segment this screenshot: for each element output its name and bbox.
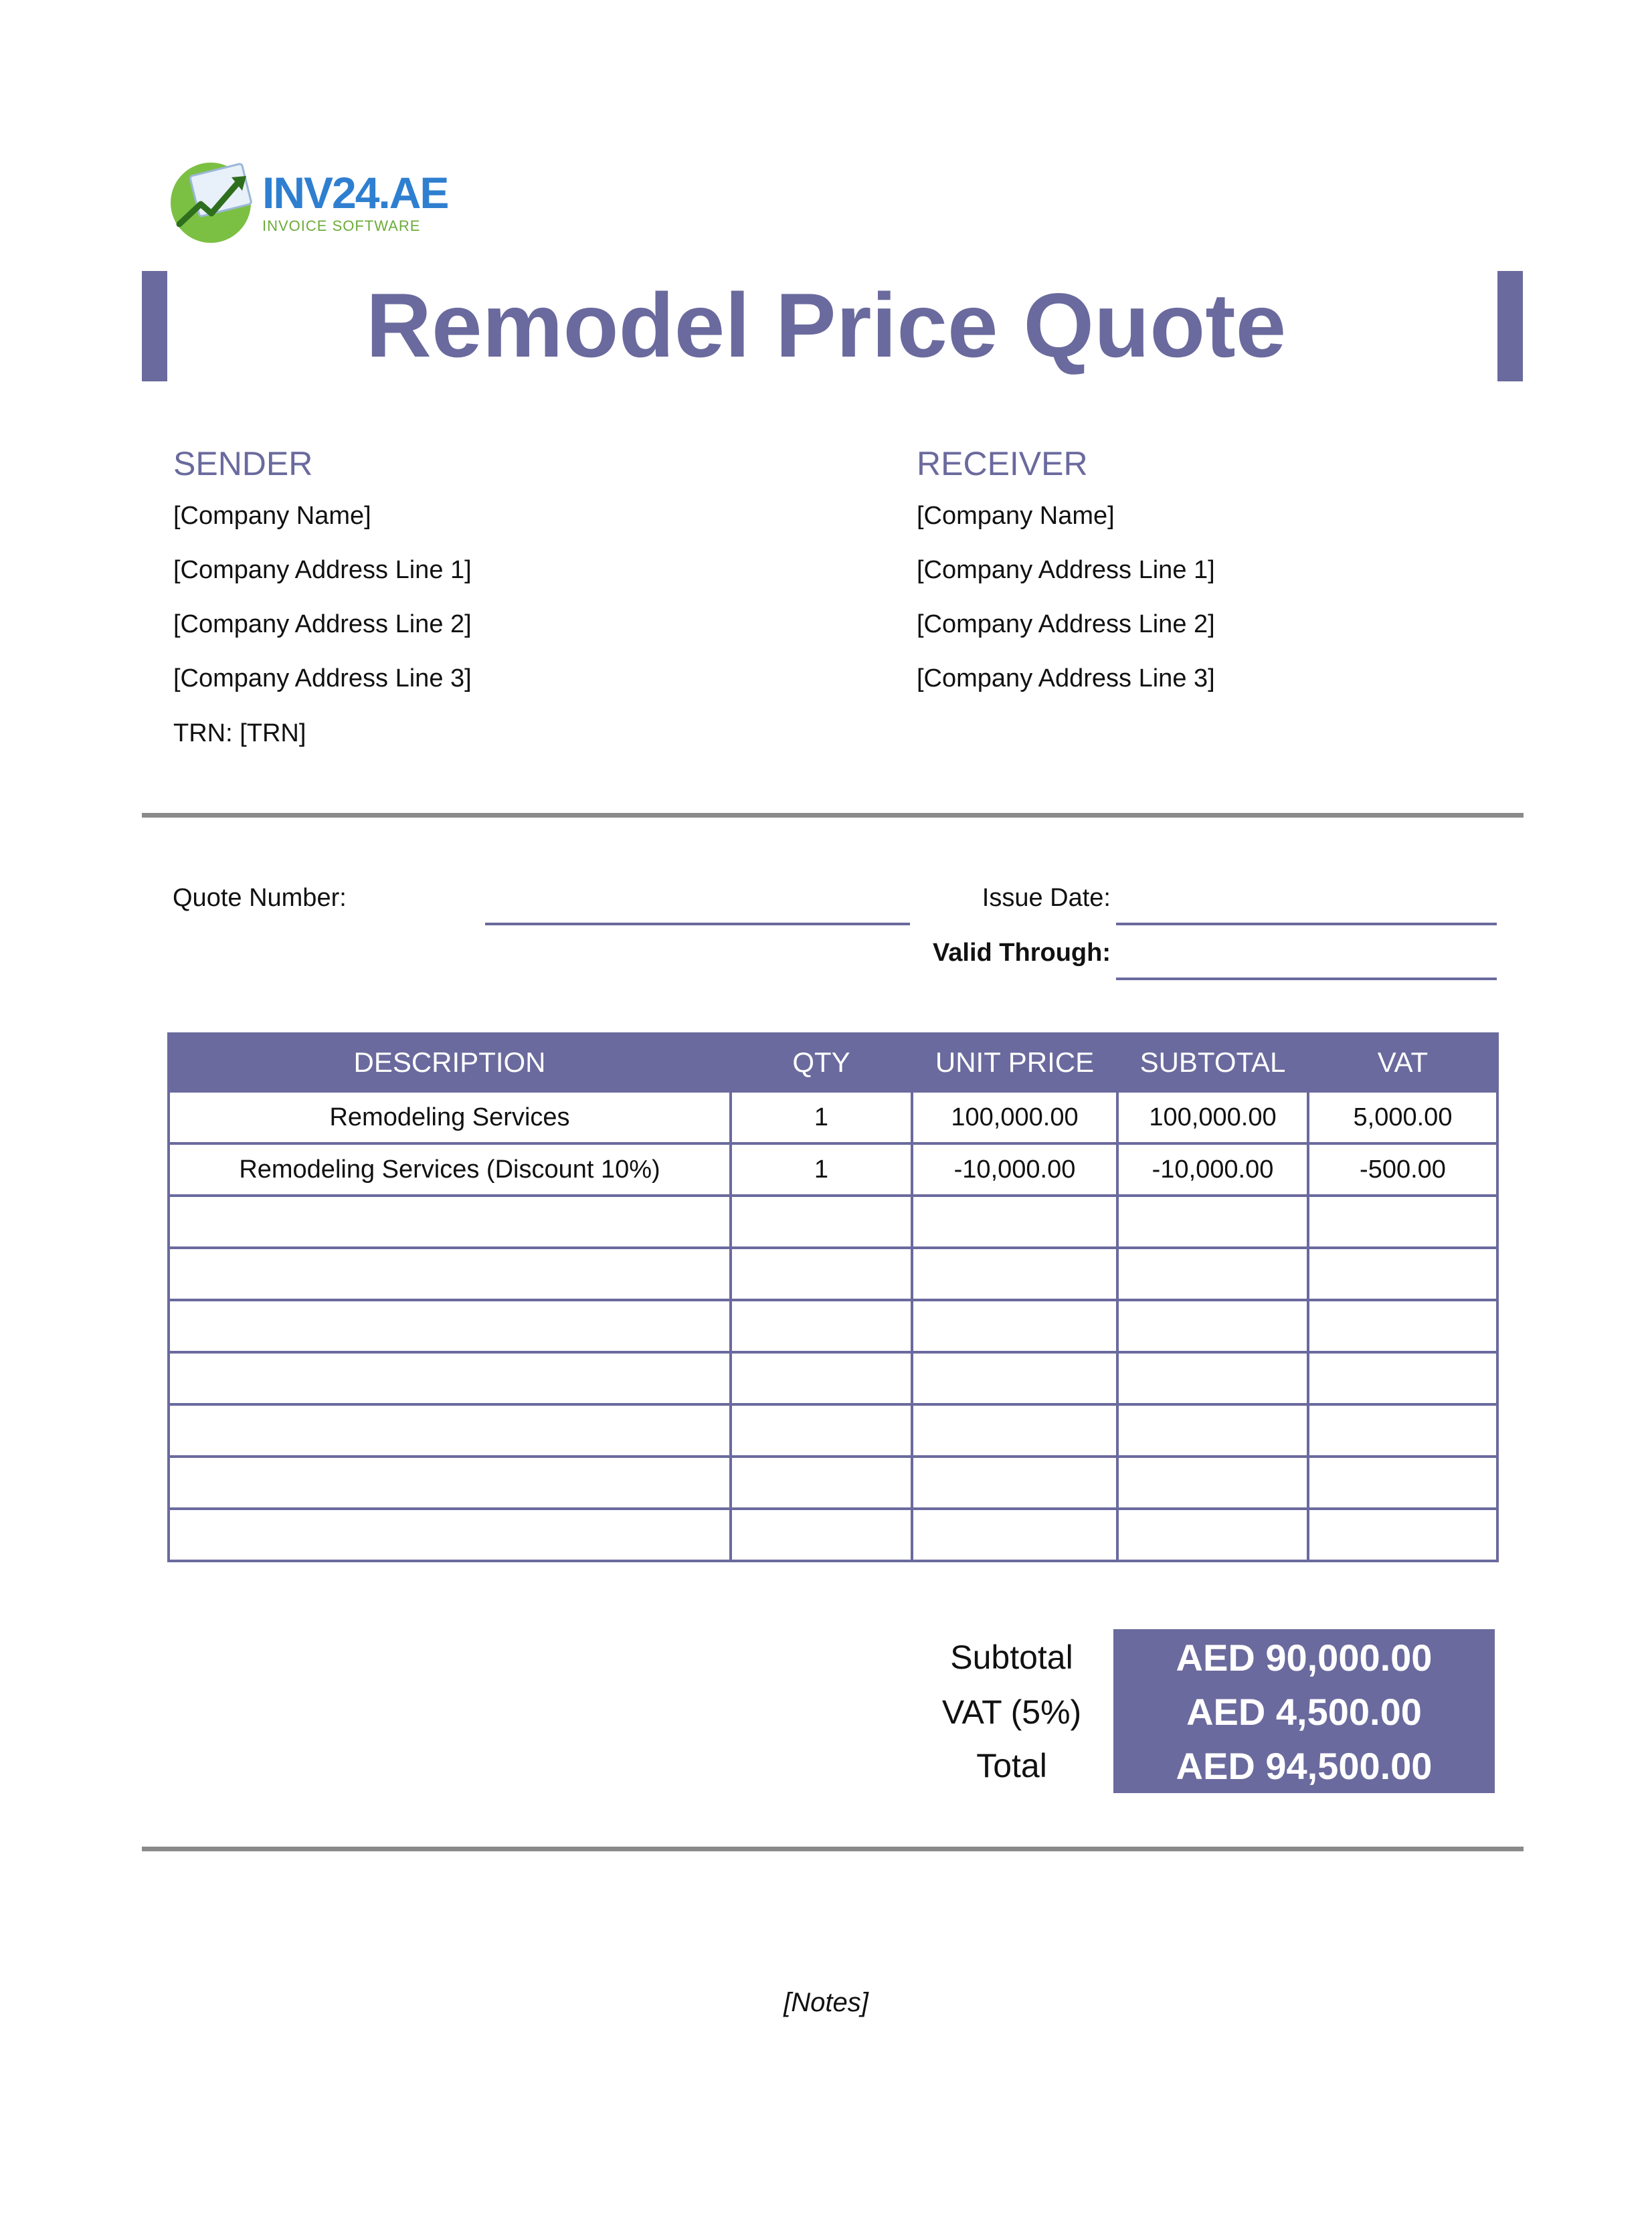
cell-subtotal xyxy=(1117,1509,1308,1561)
cell-vat xyxy=(1308,1457,1497,1509)
receiver-heading: RECEIVER xyxy=(917,445,1088,482)
cell-subtotal xyxy=(1117,1404,1308,1457)
cell-vat xyxy=(1308,1509,1497,1561)
cell-vat xyxy=(1308,1248,1497,1300)
cell-qty xyxy=(731,1509,912,1561)
section-divider xyxy=(142,813,1524,818)
cell-description xyxy=(169,1509,731,1561)
footer-divider xyxy=(142,1847,1524,1851)
total-label: Total xyxy=(976,1747,1047,1784)
cell-subtotal xyxy=(1117,1196,1308,1248)
cell-description xyxy=(169,1352,731,1404)
header-vat: VAT xyxy=(1308,1034,1497,1091)
sender-heading: SENDER xyxy=(173,445,313,482)
cell-description xyxy=(169,1196,731,1248)
receiver-address-line-2: [Company Address Line 2] xyxy=(917,610,1215,638)
table-row xyxy=(169,1457,1497,1509)
cell-description xyxy=(169,1457,731,1509)
cell-qty: 1 xyxy=(731,1091,912,1143)
cell-unit-price xyxy=(912,1457,1117,1509)
cell-description xyxy=(169,1248,731,1300)
cell-subtotal: 100,000.00 xyxy=(1117,1091,1308,1143)
cell-unit-price xyxy=(912,1352,1117,1404)
sender-address-line-3: [Company Address Line 3] xyxy=(173,664,472,692)
quote-number-field[interactable] xyxy=(485,923,910,925)
vat-label: VAT (5%) xyxy=(941,1693,1082,1731)
sender-trn: TRN: [TRN] xyxy=(173,719,306,747)
table-row xyxy=(169,1300,1497,1352)
cell-vat xyxy=(1308,1404,1497,1457)
sender-address-line-2: [Company Address Line 2] xyxy=(173,610,472,638)
logo-tagline: INVOICE SOFTWARE xyxy=(262,217,421,234)
table-row xyxy=(169,1248,1497,1300)
cell-unit-price: -10,000.00 xyxy=(912,1143,1117,1196)
cell-unit-price: 100,000.00 xyxy=(912,1091,1117,1143)
cell-subtotal xyxy=(1117,1352,1308,1404)
cell-unit-price xyxy=(912,1404,1117,1457)
receiver-address-line-1: [Company Address Line 1] xyxy=(917,556,1215,584)
cell-qty xyxy=(731,1196,912,1248)
cell-qty xyxy=(731,1300,912,1352)
cell-vat xyxy=(1308,1300,1497,1352)
cell-description: Remodeling Services xyxy=(169,1091,731,1143)
quote-number-label: Quote Number: xyxy=(173,884,347,912)
logo-mark-icon xyxy=(167,157,261,244)
cell-unit-price xyxy=(912,1196,1117,1248)
cell-description xyxy=(169,1300,731,1352)
cell-subtotal xyxy=(1117,1300,1308,1352)
logo-wordmark: INV24.AE xyxy=(262,168,448,217)
subtotal-value: AED 90,000.00 xyxy=(1176,1637,1433,1679)
table-row xyxy=(169,1509,1497,1561)
issue-date-field[interactable] xyxy=(1116,923,1497,925)
header-unit-price: UNIT PRICE xyxy=(912,1034,1117,1091)
cell-description: Remodeling Services (Discount 10%) xyxy=(169,1143,731,1196)
cell-qty: 1 xyxy=(731,1143,912,1196)
cell-qty xyxy=(731,1352,912,1404)
cell-description xyxy=(169,1404,731,1457)
receiver-company-name: [Company Name] xyxy=(917,502,1115,530)
header-subtotal: SUBTOTAL xyxy=(1117,1034,1308,1091)
cell-subtotal xyxy=(1117,1248,1308,1300)
table-row xyxy=(169,1196,1497,1248)
valid-through-field[interactable] xyxy=(1116,978,1497,980)
header-description: DESCRIPTION xyxy=(169,1034,731,1091)
table-row xyxy=(169,1143,1497,1196)
issue-date-label: Issue Date: xyxy=(982,884,1111,912)
cell-unit-price xyxy=(912,1509,1117,1561)
valid-through-label: Valid Through: xyxy=(933,939,1111,967)
cell-vat: -500.00 xyxy=(1308,1143,1497,1196)
header-qty: QTY xyxy=(731,1034,912,1091)
table-row xyxy=(169,1404,1497,1457)
cell-qty xyxy=(731,1457,912,1509)
subtotal-label: Subtotal xyxy=(950,1639,1073,1676)
sender-address-line-1: [Company Address Line 1] xyxy=(173,556,472,584)
cell-unit-price xyxy=(912,1248,1117,1300)
cell-unit-price xyxy=(912,1300,1117,1352)
table-header-row xyxy=(169,1034,1497,1091)
cell-vat: 5,000.00 xyxy=(1308,1091,1497,1143)
cell-subtotal xyxy=(1117,1457,1308,1509)
cell-subtotal: -10,000.00 xyxy=(1117,1143,1308,1196)
cell-qty xyxy=(731,1248,912,1300)
table-row xyxy=(169,1352,1497,1404)
cell-qty xyxy=(731,1404,912,1457)
items-table xyxy=(167,1032,1499,1562)
notes: [Notes] xyxy=(784,1988,868,2017)
sender-company-name: [Company Name] xyxy=(173,502,371,530)
vat-value: AED 4,500.00 xyxy=(1186,1691,1422,1733)
total-value: AED 94,500.00 xyxy=(1176,1745,1433,1787)
table-row xyxy=(169,1091,1497,1143)
receiver-address-line-3: [Company Address Line 3] xyxy=(917,664,1215,692)
cell-vat xyxy=(1308,1196,1497,1248)
page-title: Remodel Price Quote xyxy=(365,274,1287,376)
cell-vat xyxy=(1308,1352,1497,1404)
